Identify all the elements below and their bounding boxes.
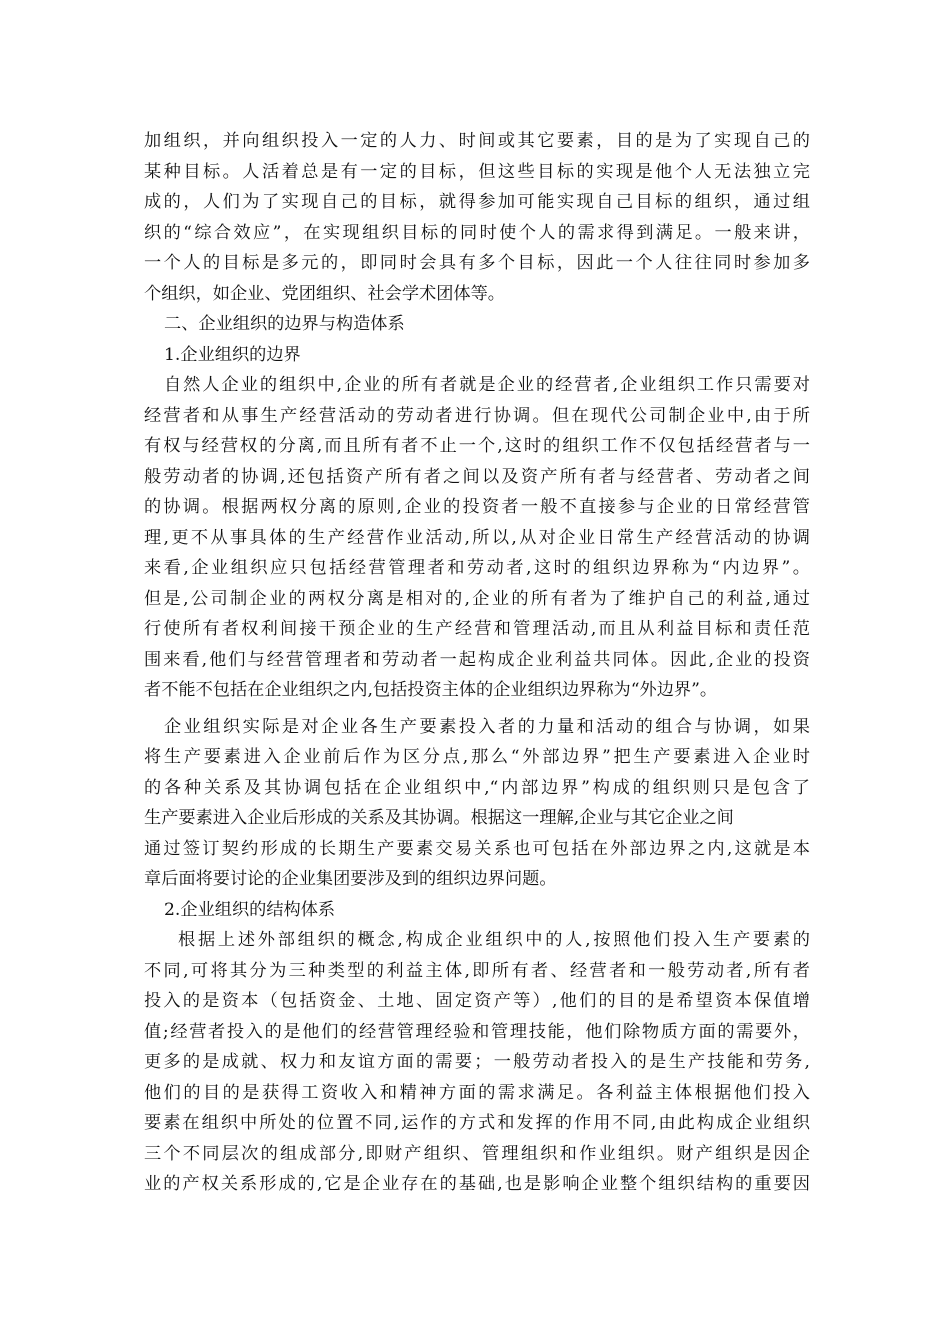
paragraph-boundary-2 [144, 712, 810, 895]
text-line: 三个不同层次的组成部分,即财产组织、管理组织和作业组织。财产组织是因企 [144, 1143, 810, 1164]
text-line: 他们的目的是获得工资收入和精神方面的需求满足。各利益主体根据他们投入 [144, 1082, 810, 1103]
text-line: 不同,可将其分为三种类型的利益主体,即所有者、经营者和一般劳动者,所有者 [144, 960, 810, 981]
subsection-heading-boundary: 1.企业组织的边界 [164, 344, 301, 365]
text-line: 章后面将要讨论的企业集团要涉及到的组织边界问题。 [144, 869, 557, 889]
paragraph-intro [144, 126, 810, 309]
text-line: 某种目标。人活着总是有一定的目标，但这些目标的实现是他个人无法独立完 [144, 161, 810, 182]
text-line: 般劳动者的协调,还包括资产所有者之间以及资产所有者与经营者、劳动者之间 [144, 466, 810, 487]
text-line: 围来看,他们与经营管理者和劳动者一起构成企业利益共同体。因此,企业的投资 [144, 649, 810, 670]
paragraph-boundary-1 [144, 370, 810, 706]
document-body [144, 126, 810, 1200]
text-line: 行使所有者权利间接干预企业的生产经营和管理活动,而且从利益目标和责任范 [144, 619, 810, 639]
text-line: 的协调。根据两权分离的原则,企业的投资者一般不直接参与企业的日常经营管 [144, 497, 810, 517]
text-line: 来看,企业组织应只包括经营管理者和劳动者,这时的组织边界称为“内边界”。 [144, 558, 810, 578]
text-line: 根据上述外部组织的概念,构成企业组织中的人,按照他们投入生产要素的 [178, 930, 810, 950]
paragraph-structure [144, 925, 810, 1200]
text-line: 成的，人们为了实现自己的目标，就得参加可能实现自己目标的组织，通过组 [144, 192, 810, 212]
text-line: 更多的是成就、权力和友谊方面的需要；一般劳动者投入的是生产技能和劳务, [144, 1052, 810, 1072]
text-line: 一个人的目标是多元的，即同时会具有多个目标，因此一个人往往同时参加多 [144, 253, 810, 273]
text-line: 值;经营者投入的是他们的经营管理经验和管理技能，他们除物质方面的需要外， [144, 1021, 810, 1042]
text-line: 理,更不从事具体的生产经营作业活动,所以,从对企业日常生产经营活动的协调 [144, 527, 810, 548]
text-line: 有权与经营权的分离,而且所有者不止一个,这时的组织工作不仅包括经营者与一 [144, 436, 810, 456]
text-line: 通过签订契约形成的长期生产要素交易关系也可包括在外部边界之内,这就是本 [144, 838, 810, 859]
subsection-heading-structure: 2.企业组织的结构体系 [164, 899, 336, 920]
section-heading: 二、企业组织的边界与构造体系 [164, 314, 405, 334]
text-line: 企业组织实际是对企业各生产要素投入者的力量和活动的组合与协调，如果 [164, 716, 810, 737]
text-line: 生产要素进入企业后形成的关系及其协调。根据这一理解,企业与其它企业之间 [144, 808, 734, 828]
text-line: 投入的是资本（包括资金、土地、固定资产等）,他们的目的是希望资本保值增 [144, 991, 810, 1011]
text-line: 个组织，如企业、党团组织、社会学术团体等。 [144, 283, 505, 304]
text-line: 但是,公司制企业的两权分离是相对的,企业的所有者为了维护自己的利益,通过 [144, 588, 810, 609]
text-line: 要素在组织中所处的位置不同,运作的方式和发挥的作用不同,由此构成企业组织 [144, 1113, 810, 1133]
text-line: 者不能不包括在企业组织之内,包括投资主体的企业组织边界称为“外边界”。 [144, 680, 718, 700]
text-line: 加组织，并向组织投入一定的人力、时间或其它要素，目的是为了实现自己的 [144, 131, 810, 151]
text-line: 织的“综合效应”，在实现组织目标的同时使个人的需求得到满足。一般来讲， [144, 222, 810, 243]
text-line: 业的产权关系形成的,它是企业存在的基础,也是影响企业整个组织结构的重要因 [144, 1174, 810, 1194]
text-line: 将生产要素进入企业前后作为区分点,那么“外部边界”把生产要素进入企业时 [144, 747, 810, 767]
text-line: 的各种关系及其协调包括在企业组织中,“内部边界”构成的组织则只是包含了 [144, 777, 810, 798]
text-line: 自然人企业的组织中,企业的所有者就是企业的经营者,企业组织工作只需要对 [164, 375, 810, 395]
text-line: 经营者和从事生产经营活动的劳动者进行协调。但在现代公司制企业中,由于所 [144, 405, 810, 426]
